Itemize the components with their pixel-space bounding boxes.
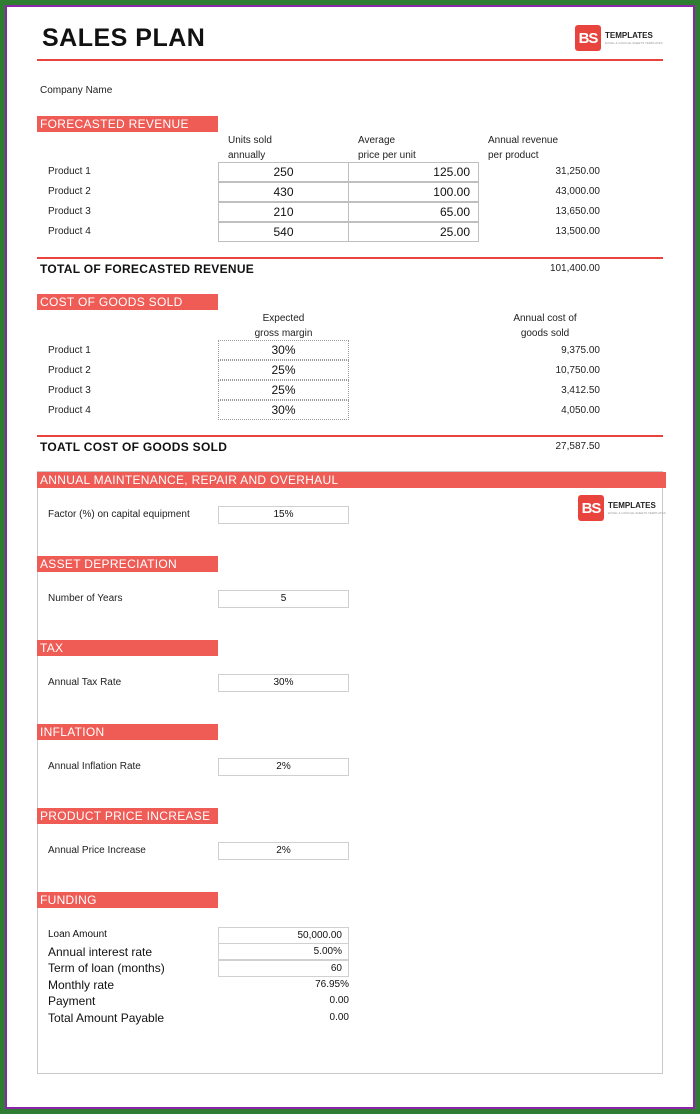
annual-revenue-header-line1: Annual revenue <box>488 135 559 146</box>
units-input[interactable]: 210 <box>218 202 349 222</box>
total-cogs-value: 27,587.50 <box>555 441 600 452</box>
tax-rate-input[interactable]: 30% <box>218 674 349 692</box>
gross-margin-input[interactable]: 30% <box>218 340 349 360</box>
logo-mark: BS <box>578 495 604 521</box>
units-input[interactable]: 430 <box>218 182 349 202</box>
gross-margin-header-line2: gross margin <box>254 328 313 339</box>
cogs-product-label: Product 4 <box>48 405 91 416</box>
cogs-total-divider <box>37 435 663 437</box>
price-increase-input[interactable]: 2% <box>218 842 349 860</box>
total-payable-label: Total Amount Payable <box>48 1010 165 1025</box>
gross-margin-header <box>218 311 349 341</box>
annual-cost-value: 3,412.50 <box>561 385 600 396</box>
units-sold-header-line2: annually <box>228 150 266 161</box>
gross-margin-input[interactable]: 25% <box>218 380 349 400</box>
cogs-heading: COST OF GOODS SOLD <box>37 294 218 310</box>
total-revenue-label: TOTAL OF FORECASTED REVENUE <box>40 262 255 276</box>
annual-cost-value: 10,750.00 <box>555 365 600 376</box>
monthly-rate-value: 76.95% <box>315 979 349 990</box>
tax-heading: TAX <box>37 640 218 656</box>
units-input[interactable]: 540 <box>218 222 349 242</box>
brand-logo-secondary <box>578 495 666 521</box>
units-input[interactable]: 250 <box>218 162 349 182</box>
revenue-product-label: Product 3 <box>48 206 91 217</box>
company-name-label[interactable]: Company Name <box>40 85 113 96</box>
logo-name: TEMPLATES <box>608 500 656 510</box>
gross-margin-header-line1: Expected <box>262 313 305 324</box>
annual-cost-value: 4,050.00 <box>561 405 600 416</box>
annual-cost-header-line1: Annual cost of <box>513 313 577 324</box>
avg-price-header <box>358 133 416 163</box>
cogs-product-label: Product 2 <box>48 365 91 376</box>
payment-value: 0.00 <box>329 995 349 1006</box>
units-sold-header-line1: Units sold <box>228 135 272 146</box>
annual-revenue-value: 13,650.00 <box>555 206 600 217</box>
logo-tagline: EXCEL & GOOGLE SHEETS TEMPLATES <box>605 40 663 45</box>
header-divider <box>37 59 663 61</box>
loan-amount-label: Loan Amount <box>48 929 107 940</box>
depreciation-heading: ASSET DEPRECIATION <box>37 556 218 572</box>
revenue-product-label: Product 4 <box>48 226 91 237</box>
annual-revenue-header <box>488 133 558 163</box>
price-input[interactable]: 100.00 <box>348 182 479 202</box>
inflation-heading: INFLATION <box>37 724 218 740</box>
revenue-total-divider <box>37 257 663 259</box>
logo-mark: BS <box>575 25 601 51</box>
brand-logo <box>575 25 663 51</box>
total-payable-value: 0.00 <box>329 1012 349 1023</box>
logo-tagline: EXCEL & GOOGLE SHEETS TEMPLATES <box>608 510 666 515</box>
revenue-product-label: Product 2 <box>48 186 91 197</box>
annual-revenue-header-line2: per product <box>488 150 539 161</box>
depreciation-years-input[interactable]: 5 <box>218 590 349 608</box>
loan-amount-input[interactable]: 50,000.00 <box>218 927 349 944</box>
interest-rate-label: Annual interest rate <box>48 944 153 959</box>
logo-name: TEMPLATES <box>605 30 653 40</box>
annual-revenue-value: 13,500.00 <box>555 226 600 237</box>
loan-term-label: Term of loan (months) <box>48 961 165 975</box>
maintenance-factor-label: Factor (%) on capital equipment <box>48 509 190 520</box>
cogs-product-label: Product 1 <box>48 345 91 356</box>
maintenance-heading: ANNUAL MAINTENANCE, REPAIR AND OVERHAUL <box>37 472 666 488</box>
annual-revenue-value: 31,250.00 <box>555 166 600 177</box>
inflation-rate-input[interactable]: 2% <box>218 758 349 776</box>
annual-revenue-value: 43,000.00 <box>555 186 600 197</box>
price-input[interactable]: 125.00 <box>348 162 479 182</box>
price-input[interactable]: 25.00 <box>348 222 479 242</box>
gross-margin-input[interactable]: 30% <box>218 400 349 420</box>
interest-rate-input[interactable]: 5.00% <box>218 943 349 960</box>
price-increase-heading: PRODUCT PRICE INCREASE <box>37 808 218 824</box>
funding-labels <box>48 927 213 1026</box>
annual-cost-value: 9,375.00 <box>561 345 600 356</box>
loan-term-input[interactable]: 60 <box>218 960 349 977</box>
page-title: SALES PLAN <box>42 24 206 52</box>
payment-label: Payment <box>48 994 96 1008</box>
avg-price-header-line2: price per unit <box>358 150 416 161</box>
price-input[interactable]: 65.00 <box>348 202 479 222</box>
total-cogs-label: TOATL COST OF GOODS SOLD <box>40 440 228 454</box>
cogs-product-label: Product 3 <box>48 385 91 396</box>
annual-cost-header-line2: goods sold <box>520 328 570 339</box>
avg-price-header-line1: Average <box>358 135 396 146</box>
price-increase-label: Annual Price Increase <box>48 845 146 856</box>
inflation-rate-label: Annual Inflation Rate <box>48 761 141 772</box>
depreciation-years-label: Number of Years <box>48 593 123 604</box>
tax-rate-label: Annual Tax Rate <box>48 677 122 688</box>
gross-margin-input[interactable]: 25% <box>218 360 349 380</box>
units-sold-header <box>228 133 272 163</box>
monthly-rate-label: Monthly rate <box>48 977 115 992</box>
funding-heading: FUNDING <box>37 892 218 908</box>
total-revenue-value: 101,400.00 <box>549 263 600 274</box>
forecasted-revenue-heading: FORECASTED REVENUE <box>37 116 218 132</box>
annual-cost-header <box>490 311 600 341</box>
revenue-product-label: Product 1 <box>48 166 91 177</box>
maintenance-factor-input[interactable]: 15% <box>218 506 349 524</box>
